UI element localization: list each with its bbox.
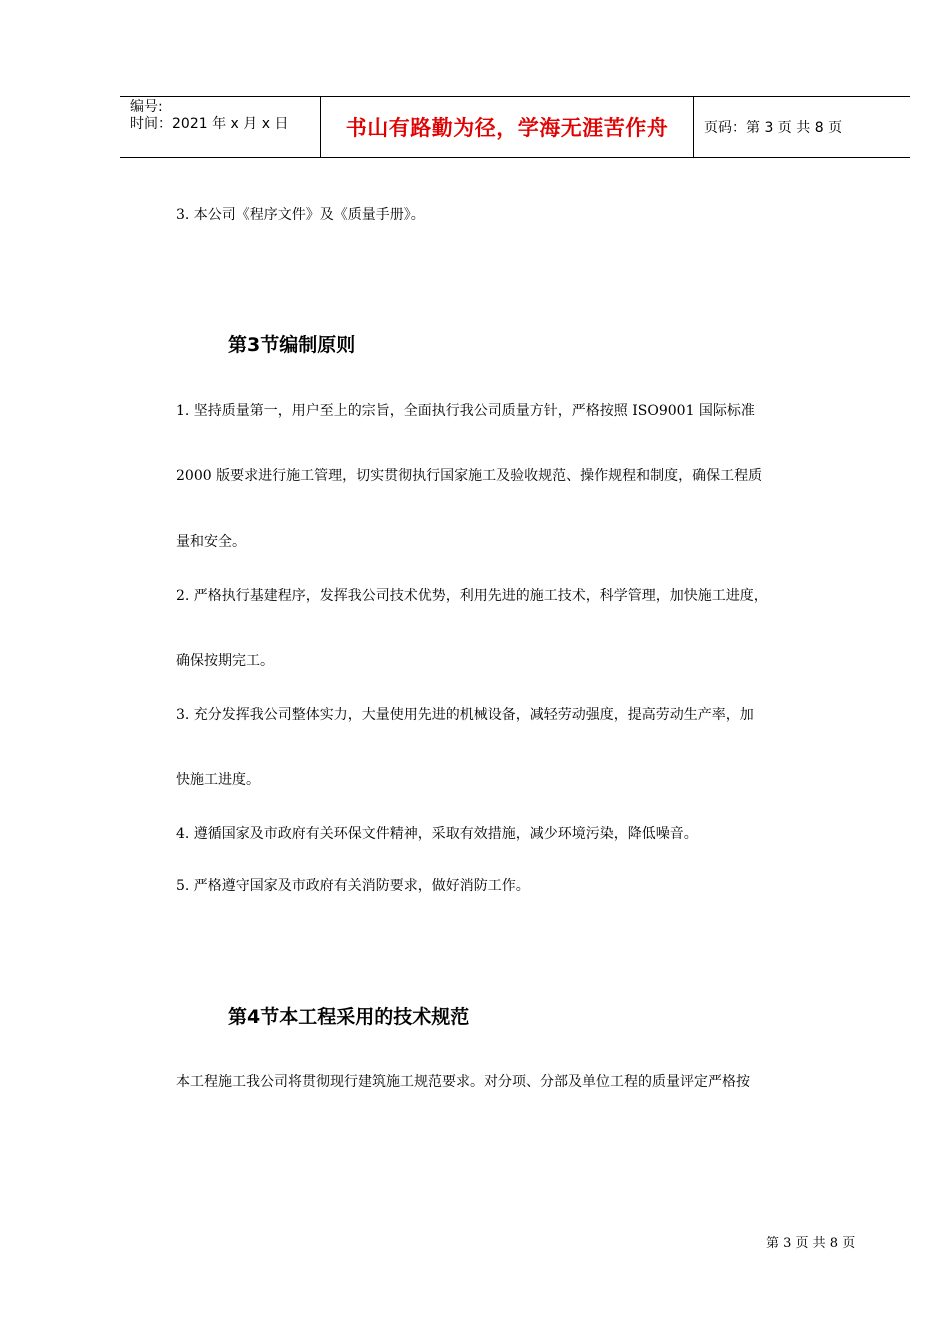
principle-4-line-1: 4. 遵循国家及市政府有关环保文件精神，采取有效措施，减少环境污染，降低噪音。 [176,826,698,842]
principle-3-line-2: 快施工进度。 [176,772,260,788]
principle-1-line-3: 量和安全。 [176,534,246,550]
principle-5-line-1: 5. 严格遵守国家及市政府有关消防要求，做好消防工作。 [176,878,530,894]
header-page-number: 页码：第 3 页 共 8 页 [704,120,843,136]
principle-2-line-2: 确保按期完工。 [176,653,274,669]
header-page-cell [694,97,910,157]
principle-1-line-1: 1. 坚持质量第一，用户至上的宗旨，全面执行我公司质量方针，严格按照 ISO9001 国际标准 [176,403,755,419]
header-motto-cell [321,97,694,157]
section-heading-4: 第4节本工程采用的技术规范 [228,1006,470,1028]
principle-2-line-1: 2. 严格执行基建程序，发挥我公司技术优势，利用先进的施工技术，科学管理，加快施工进度， [176,588,768,604]
section-heading-3: 第3节编制原则 [228,334,356,356]
page-header [120,96,910,158]
principle-1-line-2: 2000 版要求进行施工管理，切实贯彻执行国家施工及验收规范、操作规程和制度，确保工程质 [176,468,763,484]
technical-spec-line-1: 本工程施工我公司将贯彻现行建筑施工规范要求。对分项、分部及单位工程的质量评定严格按 [176,1074,750,1090]
reference-item-3: 3. 本公司《程序文件》及《质量手册》。 [176,207,425,223]
header-motto: 书山有路勤为径，学海无涯苦作舟 [345,116,669,140]
document-time-label: 时间：2021 年 x 月 x 日 [130,116,289,132]
document-code-label: 编号: [130,99,163,115]
page-footer-number: 第 3 页 共 8 页 [766,1236,856,1251]
principle-3-line-1: 3. 充分发挥我公司整体实力，大量使用先进的机械设备，减轻劳动强度，提高劳动生产率，加 [176,707,754,723]
header-meta-cell [120,97,321,157]
